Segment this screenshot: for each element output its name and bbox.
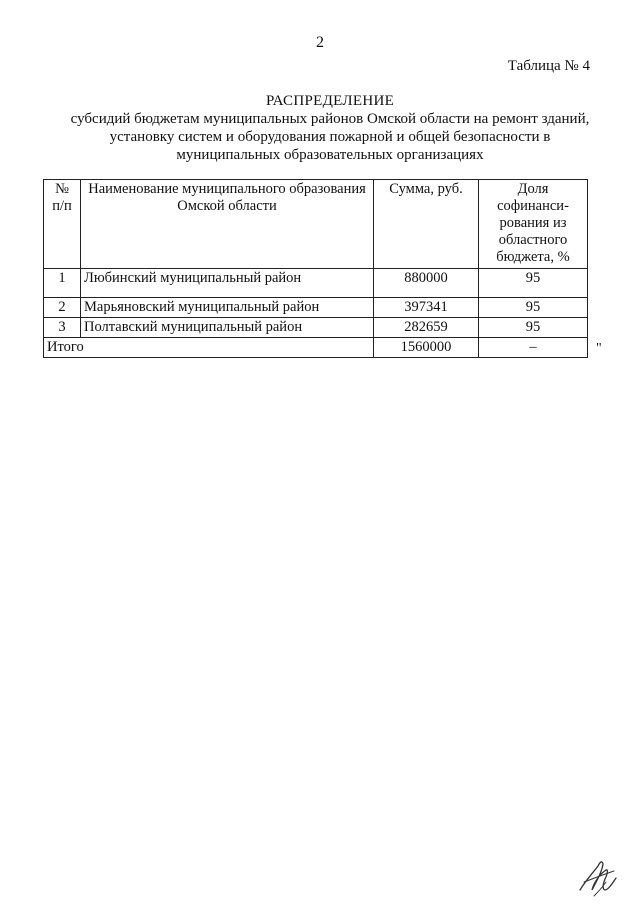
header-municipality-line-1: Наименование муниципального образования — [88, 181, 366, 197]
row-sum: 397341 — [374, 298, 479, 318]
table-header-row — [44, 180, 588, 269]
header-number-line-1: № — [55, 181, 69, 197]
row-municipality: Полтавский муниципальный район — [81, 318, 374, 338]
table-row — [44, 298, 588, 318]
distribution-table — [43, 179, 588, 358]
header-share-line-5: бюджета, % — [496, 249, 570, 265]
header-sum: Сумма, руб. — [374, 180, 479, 269]
total-row — [44, 338, 588, 358]
document-heading — [50, 92, 610, 164]
row-number: 2 — [44, 298, 81, 318]
row-municipality: Марьяновский муниципальный район — [81, 298, 374, 318]
header-share — [479, 180, 588, 269]
row-number: 1 — [44, 269, 81, 298]
row-number: 3 — [44, 318, 81, 338]
heading-line-2: установку систем и оборудования пожарной и общей безопасности в — [109, 129, 551, 145]
header-share-line-4: областного — [498, 232, 568, 248]
row-share: 95 — [479, 269, 588, 298]
row-sum: 282659 — [374, 318, 479, 338]
total-share: – — [479, 338, 588, 358]
header-share-line-1: Доля — [517, 181, 549, 197]
signature-mark — [572, 852, 622, 900]
row-share: 95 — [479, 298, 588, 318]
row-sum: 880000 — [374, 269, 479, 298]
header-number-line-2: п/п — [52, 198, 72, 214]
table-label: Таблица № 4 — [507, 58, 590, 74]
closing-quote: " — [596, 341, 602, 356]
header-municipality — [81, 180, 374, 269]
header-share-line-2: софинанси- — [497, 198, 569, 214]
total-label: Итого — [44, 338, 374, 358]
heading-title: РАСПРЕДЕЛЕНИЕ — [265, 93, 395, 109]
heading-line-3: муниципальных образовательных организациях — [176, 147, 484, 163]
table-row — [44, 318, 588, 338]
heading-line-1: субсидий бюджетам муниципальных районов Омской области на ремонт зданий, — [70, 111, 590, 127]
row-share: 95 — [479, 318, 588, 338]
page-number: 2 — [316, 34, 324, 51]
header-municipality-line-2: Омской области — [177, 198, 277, 214]
header-number — [44, 180, 81, 269]
total-sum: 1560000 — [374, 338, 479, 358]
header-share-line-3: рования из — [499, 215, 567, 231]
table-row — [44, 269, 588, 298]
row-municipality: Любинский муниципальный район — [81, 269, 374, 298]
